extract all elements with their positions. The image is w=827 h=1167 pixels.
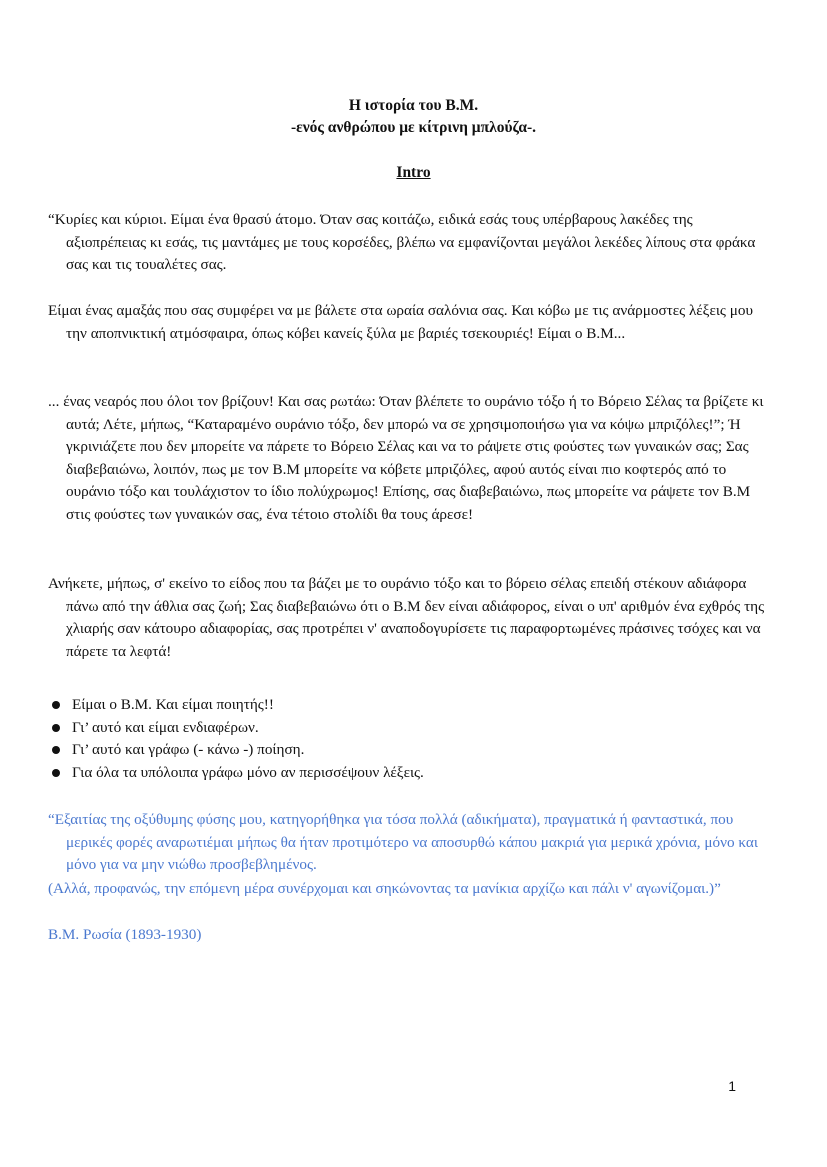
bullet-icon xyxy=(52,769,60,777)
document-title: Η ιστορία του Β.Μ. xyxy=(348,97,479,114)
list-item-text: Γι’ αυτό και είμαι ενδιαφέρων. xyxy=(72,718,259,736)
bullet-icon xyxy=(52,724,60,732)
list-item-text: Γι’ αυτό και γράφω (- κάνω -) ποίηση. xyxy=(72,741,305,759)
list-item xyxy=(52,717,752,740)
list-item-text: Είμαι ο Β.Μ. Και είμαι ποιητής!! xyxy=(72,696,274,713)
paragraph-1: “Κυρίες και κύριοι. Είμαι ένα θρασύ άτομο. Όταν σας κοιτάζω, ειδικά εσάς τους υπέρβαρους λακέδες της αξιοπρέπειας κι εσάς, τις μαντάμες με τους κορσέδες, βλέπω να εμφανίζονται μεγάλοι λεκέδες λίπους στα φράκα σας και τις τουαλέτες σας. xyxy=(48,211,756,274)
paragraph-2: Είμαι ένας αμαξάς που σας συμφέρει να με βάλετε στα ωραία σαλόνια σας. Και κόβω με τις ανάρμοστες λέξεις μου την αποπνικτική ατμόσφαιρα, όπως κόβει κανείς ξύλα με βαριές τσεκουριές! Είμαι ο Β.Μ... xyxy=(48,302,753,342)
quote-paragraph-1: “Εξαιτίας της οξύθυμης φύσης μου, κατηγορήθηκα για τόσα πολλά (αδικήματα), πραγματικά ή φανταστικά, που μερικές φορές αναρωτιέμαι μήπως θα ήταν προτιμότερο να αποσυρθώ κάπου μακριά για μερικά χρόνια, μόνο και μόνο για να μην νιώθω προσβεβλημένος. xyxy=(48,811,758,874)
bullet-icon xyxy=(52,746,60,754)
list-item-text: Για όλα τα υπόλοιπα γράφω μόνο αν περισσέψουν λέξεις. xyxy=(72,763,424,781)
quote-attribution: Β.Μ. Ρωσία (1893-1930) xyxy=(48,926,202,943)
quote-paragraph-2: (Αλλά, προφανώς, την επόμενη μέρα συνέρχομαι και σηκώνοντας τα μανίκια αρχίζω και πάλι ν' αγωνίζομαι.)” xyxy=(48,880,721,897)
document-subtitle: -ενός ανθρώπου με κίτρινη μπλούζα-. xyxy=(290,119,537,136)
paragraph-4: Ανήκετε, μήπως, σ' εκείνο το είδος που τα βάζει με το ουράνιο τόξο και το βόρειο σέλας επειδή στέκουν αδιάφορα πάνω από την άθλια σας ζωή; Σας διαβεβαιώνω ότι ο Β.Μ δεν είναι αδιάφορος, είναι ο υπ' αριθμόν ένα εχθρός της χλιαρής σαν κάτουρο αδιαφορίας, σας προτρέπει ν' αναποδογυρίσετε τις παραφορτωμένες πράσινες τσόχες και να πάρετε τα λεφτά! xyxy=(48,575,765,660)
list-item xyxy=(52,739,752,762)
list-item xyxy=(52,762,752,785)
section-heading: Intro xyxy=(396,164,431,181)
page-number: 1 xyxy=(728,1078,736,1094)
paragraph-3: ... ένας νεαρός που όλοι τον βρίζουν! Και σας ρωτάω: Όταν βλέπετε το ουράνιο τόξο ή το Βόρειο Σέλας τα βρίζετε κι αυτά; Λέτε, μήπως, “Καταραμένο ουράνιο τόξο, δεν μπορώ να σε χρησιμοποιήσω για να κόψω μπριζόλες!”; Ή γκρινιάζετε που δεν μπορείτε να πάρετε το Βόρειο Σέλας και να το ράψετε στις φούστες των γυναικών σας; Σας διαβεβαιώνω, λοιπόν, πως με τον Β.Μ μπορείτε να κόβετε μπριζόλες, αφού αυτός είναι πιο κοφτερός από το ουράνιο τόξο και τουλάχιστον το ίδιο πολύχρωμος! Επίσης, σας διαβεβαιώνω, πως μπορείτε να ράψετε τον Β.Μ στις φούστες των γυναικών σας, ένα τέτοιο στολίδι θα τους άρεσε! xyxy=(48,393,764,523)
list-item xyxy=(52,694,752,717)
bullet-list xyxy=(52,694,752,784)
bullet-icon xyxy=(52,701,60,709)
